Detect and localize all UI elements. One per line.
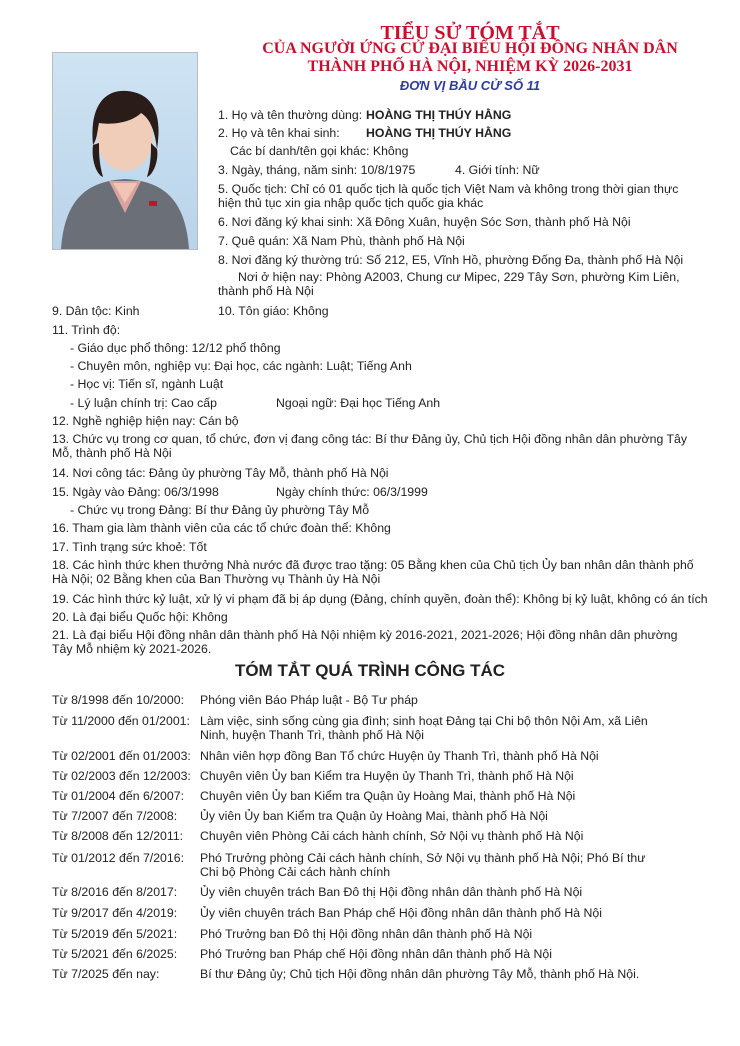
electoral-unit: ĐƠN VỊ BẦU CỬ SỐ 11 — [399, 78, 541, 93]
occupation: 12. Nghề nghiệp hiện nay: Cán bộ — [52, 414, 239, 428]
education-general: - Giáo dục phổ thông: 12/12 phổ thông — [70, 341, 281, 355]
current-residence: Nơi ở hiện nay: Phòng A2003, Chung cư Mipec, 229 Tây Sơn, phường Kim Liên, thành phố Hà Nội — [218, 270, 680, 298]
work-history-period: Từ 8/2008 đến 12/2011: — [52, 829, 184, 843]
work-history-period: Từ 02/2003 đến 12/2003: — [52, 769, 191, 783]
organizations: 16. Tham gia làm thành viên của các tổ chức đoàn thể: Không — [52, 521, 391, 535]
council-membership: 21. Là đại biểu Hội đồng nhân dân thành phố Hà Nội nhiệm kỳ 2016-2021, 2021-2026; Hội đồng nhân dân phường Tây Mỗ nhiệm kỳ 2021-2026. — [52, 628, 678, 656]
full-name-row — [218, 108, 362, 122]
ethnicity: 9. Dân tộc: Kinh — [52, 304, 140, 318]
work-history-title: TÓM TẮT QUÁ TRÌNH CÔNG TÁC — [234, 661, 506, 680]
education-heading: 11. Trình độ: — [52, 323, 121, 337]
education-politics: - Lý luận chính trị: Cao cấp — [70, 396, 217, 410]
work-history-description: Phó Trưởng phòng Cải cách hành chính, Sở Nội vụ thành phố Hà Nội; Phó Bí thư Chi bộ Phòng Cải cách hành chính — [200, 851, 646, 879]
nationality: 5. Quốc tịch: Chỉ có 01 quốc tịch là quốc tịch Việt Nam và không trong thời gian thực hiện thủ tục xin gia nhập quốc tịch quốc gia khác — [218, 182, 679, 210]
current-position: 13. Chức vụ trong cơ quan, tổ chức, đơn vị đang công tác: Bí thư Đảng ủy, Chủ tịch Hội đồng nhân dân phường Tây Mỗ, thành phố Hà Nội — [52, 432, 687, 460]
full-name-label: 1. Họ và tên thường dùng: — [218, 108, 363, 122]
work-history-description: Ủy viên chuyên trách Ban Đô thị Hội đồng nhân dân thành phố Hà Nội — [200, 885, 583, 899]
birth-registration: 6. Nơi đăng ký khai sinh: Xã Đông Xuân, huyện Sóc Sơn, thành phố Hà Nội — [218, 215, 631, 229]
work-history-period: Từ 01/2012 đến 7/2016: — [52, 851, 184, 865]
birth-name-label: 2. Họ và tên khai sinh: — [218, 126, 340, 140]
candidate-photo — [52, 52, 198, 250]
doc-subtitle-2: THÀNH PHỐ HÀ NỘI, NHIỆM KỲ 2026-2031 — [307, 58, 633, 75]
work-history-description: Làm việc, sinh sống cùng gia đình; sinh hoạt Đảng tại Chi bộ thôn Nội Am, xã Liên Ninh, huyện Thanh Trì, thành phố Hà Nội — [200, 714, 648, 742]
full-name-value: HOÀNG THỊ THÚY HẰNG — [366, 108, 512, 122]
party-position: - Chức vụ trong Đảng: Bí thư Đảng ủy phường Tây Mỗ — [70, 503, 370, 517]
health: 17. Tình trạng sức khoẻ: Tốt — [52, 540, 207, 554]
awards: 18. Các hình thức khen thưởng Nhà nước đã được trao tặng: 05 Bằng khen của Chủ tịch Ủy ban nhân dân thành phố Hà Nội; 02 Bằng khen của Ban Thường vụ Thành ủy Hà Nội — [52, 558, 694, 586]
work-history-description: Chuyên viên Ủy ban Kiểm tra Huyện ủy Thanh Trì, thành phố Hà Nội — [200, 769, 574, 783]
work-history-period: Từ 02/2001 đến 01/2003: — [52, 749, 191, 763]
work-history-period: Từ 8/2016 đến 8/2017: — [52, 885, 178, 899]
date-of-birth: 3. Ngày, tháng, năm sinh: 10/8/1975 — [218, 163, 416, 177]
work-history-description: Phó Trưởng ban Pháp chế Hội đồng nhân dân thành phố Hà Nội — [200, 947, 552, 961]
discipline: 19. Các hình thức kỷ luật, xử lý vi phạm đã bị áp dụng (Đảng, chính quyền, đoàn thể): Không bị kỷ luật, không có án tích — [52, 592, 708, 606]
work-history-period: Từ 11/2000 đến 01/2001: — [52, 714, 190, 728]
religion: 10. Tôn giáo: Không — [218, 304, 329, 318]
party-join-date: 15. Ngày vào Đảng: 06/3/1998 — [52, 485, 219, 499]
portrait-icon — [53, 53, 197, 249]
alias: Các bí danh/tên gọi khác: Không — [230, 144, 409, 158]
education-language: Ngoại ngữ: Đại học Tiếng Anh — [276, 396, 441, 410]
birth-name-value: HOÀNG THỊ THÚY HẰNG — [366, 126, 512, 140]
work-history-period: Từ 5/2021 đến 6/2025: — [52, 947, 178, 961]
gender: 4. Giới tính: Nữ — [455, 163, 540, 177]
work-history-description: Ủy viên Ủy ban Kiểm tra Quận ủy Hoàng Mai, thành phố Hà Nội — [200, 809, 548, 823]
work-history-description: Chuyên viên Ủy ban Kiểm tra Quận ủy Hoàng Mai, thành phố Hà Nội — [200, 789, 576, 803]
permanent-residence: 8. Nơi đăng ký thường trú: Số 212, E5, Vĩnh Hồ, phường Đống Đa, thành phố Hà Nội — [218, 253, 684, 267]
work-history-description: Chuyên viên Phòng Cải cách hành chính, Sở Nội vụ thành phố Hà Nội — [200, 829, 584, 843]
doc-title: TIỂU SỬ TÓM TẮT — [380, 22, 560, 44]
work-history-description: Phó Trưởng ban Đô thị Hội đồng nhân dân thành phố Hà Nội — [200, 927, 533, 941]
work-history-description: Phóng viên Báo Pháp luật - Bộ Tư pháp — [200, 693, 418, 707]
work-history-description: Nhân viên hợp đồng Ban Tổ chức Huyện ủy Thanh Trì, thành phố Hà Nội — [200, 749, 599, 763]
work-history-description: Ủy viên chuyên trách Ban Pháp chế Hội đồng nhân dân thành phố Hà Nội — [200, 906, 602, 920]
work-history-period: Từ 7/2025 đến nay: — [52, 967, 160, 981]
education-degree: - Học vị: Tiến sĩ, ngành Luật — [70, 377, 224, 391]
work-history-period: Từ 7/2007 đến 7/2008: — [52, 809, 178, 823]
national-assembly: 20. Là đại biểu Quốc hội: Không — [52, 610, 228, 624]
work-history-period: Từ 9/2017 đến 4/2019: — [52, 906, 178, 920]
doc-subtitle-1: CỦA NGƯỜI ỨNG CỬ ĐẠI BIỂU HỘI ĐỒNG NHÂN DÂN — [262, 40, 678, 57]
workplace: 14. Nơi công tác: Đảng ủy phường Tây Mỗ, thành phố Hà Nội — [52, 466, 389, 480]
party-official-date: Ngày chính thức: 06/3/1999 — [276, 485, 428, 499]
education-professional: - Chuyên môn, nghiệp vụ: Đại học, các ngành: Luật; Tiếng Anh — [70, 359, 412, 373]
work-history-period: Từ 8/1998 đến 10/2000: — [52, 693, 184, 707]
hometown: 7. Quê quán: Xã Nam Phù, thành phố Hà Nội — [218, 234, 465, 248]
work-history-period: Từ 5/2019 đến 5/2021: — [52, 927, 178, 941]
work-history-description: Bí thư Đảng ủy; Chủ tịch Hội đồng nhân dân phường Tây Mỗ, thành phố Hà Nội. — [200, 967, 640, 981]
work-history-period: Từ 01/2004 đến 6/2007: — [52, 789, 184, 803]
